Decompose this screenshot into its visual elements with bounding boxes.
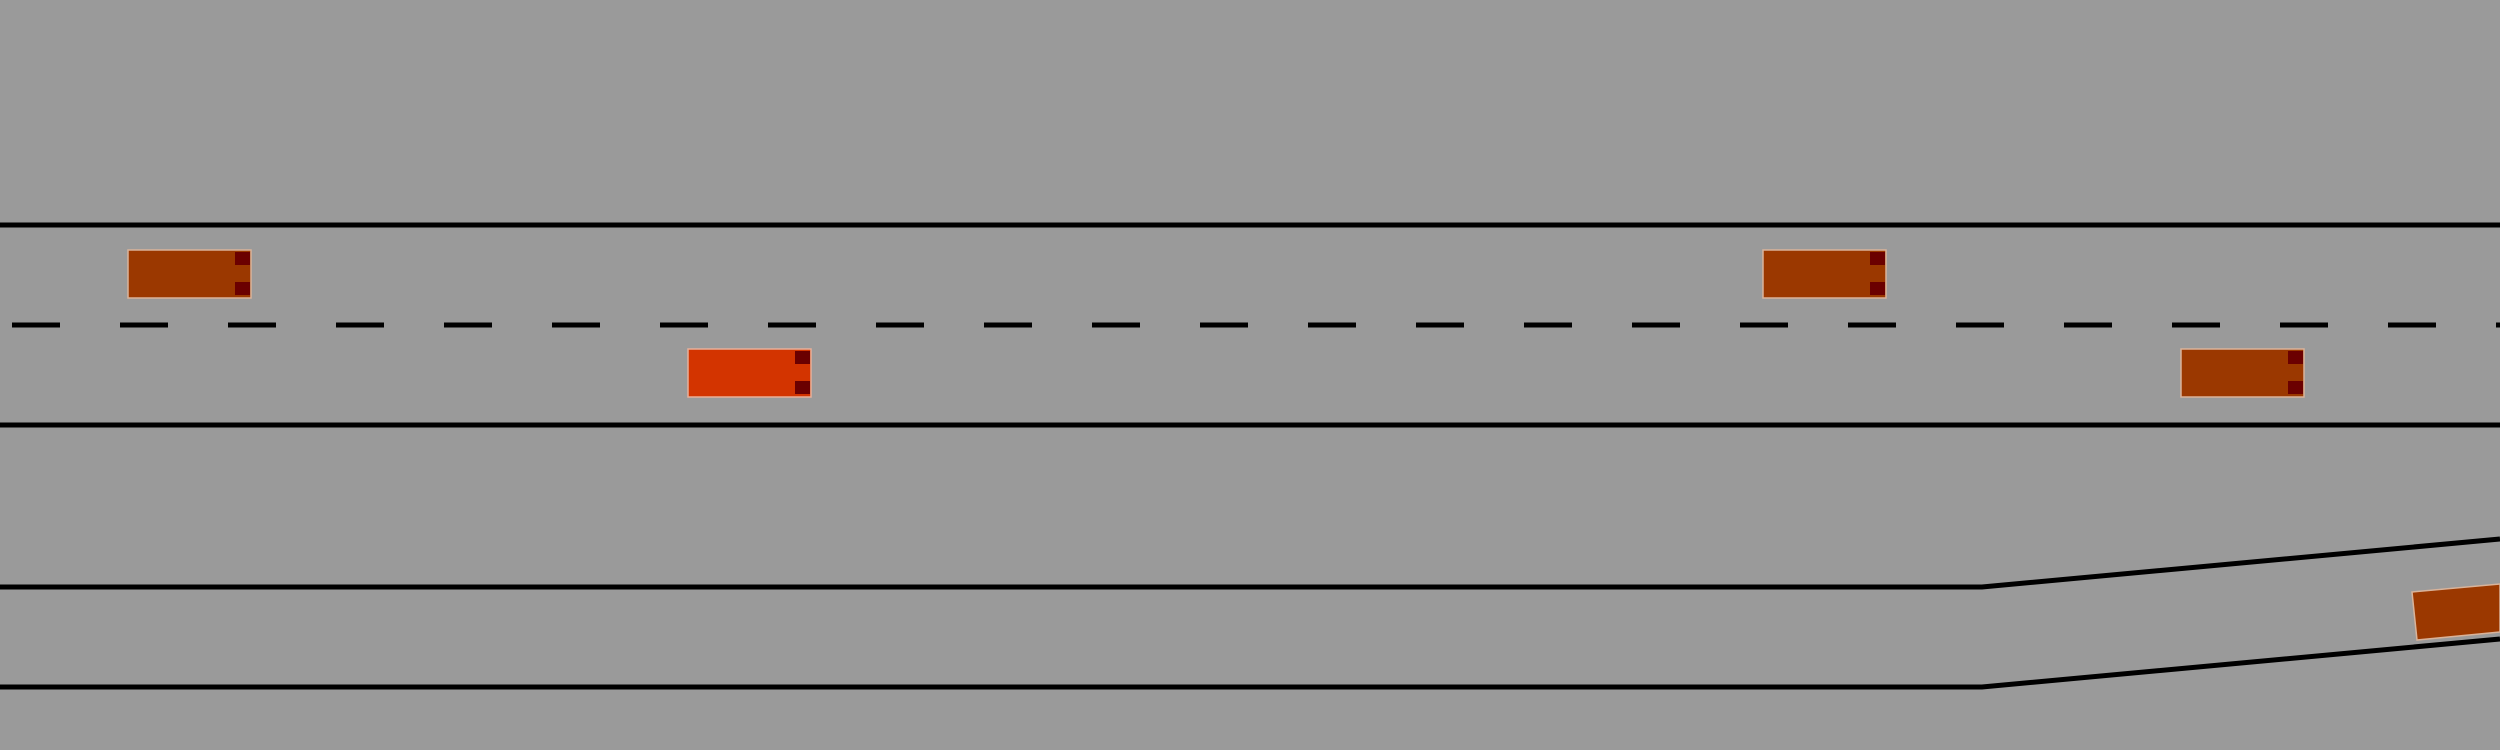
vehicle-body bbox=[2181, 349, 2304, 397]
vehicle-taillight bbox=[1870, 252, 1885, 265]
ego-vehicle bbox=[688, 349, 811, 397]
vehicle-body bbox=[688, 349, 811, 397]
vehicle-taillight bbox=[795, 351, 810, 364]
vehicle bbox=[2181, 349, 2304, 397]
vehicle-taillight bbox=[2288, 351, 2303, 364]
vehicle bbox=[1763, 250, 1886, 298]
vehicle-taillight bbox=[235, 252, 250, 265]
vehicle bbox=[128, 250, 251, 298]
vehicle-taillight bbox=[795, 381, 810, 394]
vehicle-taillight bbox=[235, 282, 250, 295]
vehicle-taillight bbox=[1870, 282, 1885, 295]
vehicle-body bbox=[2412, 584, 2500, 640]
vehicle-body bbox=[1763, 250, 1886, 298]
vehicle-taillight bbox=[2288, 381, 2303, 394]
vehicle-body bbox=[128, 250, 251, 298]
merging-vehicle bbox=[2412, 584, 2500, 640]
